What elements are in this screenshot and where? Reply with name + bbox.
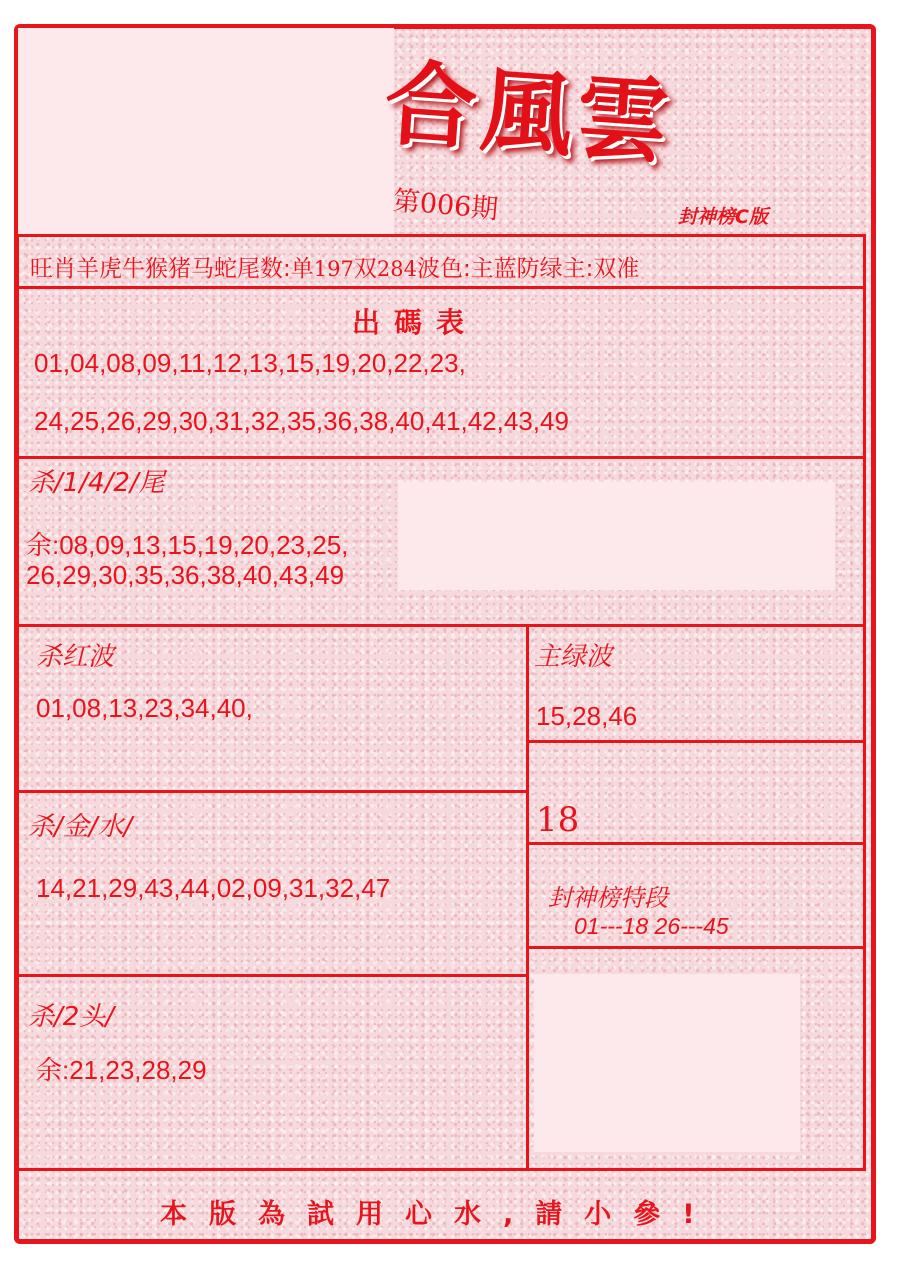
tail-kill-line-1: 余:08,09,13,15,19,20,23,25, (26, 530, 349, 560)
green-wave-title: 主绿波 (534, 642, 613, 672)
element-kill-numbers: 14,21,29,43,44,02,09,31,32,47 (36, 873, 391, 903)
header-blank-panel (18, 28, 394, 234)
bottom-right-blank-panel (534, 974, 800, 1152)
issue-number: 第006期 (391, 185, 500, 226)
zodiac-text-b: 双 (353, 256, 377, 282)
special-range-value: 01---18 26---45 (574, 913, 729, 939)
chart-line-2: 24,25,26,29,30,31,32,35,36,38,40,41,42,43,49 (34, 406, 569, 436)
head-kill-numbers: 余:21,23,28,29 (36, 1055, 207, 1085)
red-wave-title: 杀红波 (36, 642, 115, 672)
red-wave-numbers: 01,08,13,23,34,40, (36, 693, 253, 723)
divider (529, 946, 866, 949)
divider (529, 842, 866, 845)
divider (19, 234, 866, 237)
divider (19, 974, 529, 977)
tail-kill-line-2: 26,29,30,35,36,38,40,43,49 (26, 560, 345, 590)
head-kill-title: 杀/2头/ (28, 1002, 115, 1032)
divider (19, 456, 866, 459)
tail-kill-title: 杀/1/4/2/尾 (28, 468, 165, 498)
element-kill-title: 杀/金/水/ (28, 812, 133, 842)
odd-tail-numbers: 197 (313, 257, 354, 281)
even-tail-numbers: 284 (376, 257, 417, 281)
single-pick-value: 18 (536, 800, 580, 840)
divider (19, 624, 866, 627)
edition-label: 封神榜C版 (678, 206, 768, 228)
chart-line-1: 01,04,08,09,11,12,13,15,19,20,22,23, (34, 348, 466, 378)
chart-heading: 出碼表 (352, 306, 479, 339)
zodiac-text-a: 旺肖羊虎牛猴猪马蛇尾数:单 (30, 256, 314, 282)
frame-right (863, 234, 866, 1170)
column-divider (526, 624, 529, 1170)
divider (19, 286, 866, 289)
divider (529, 740, 866, 743)
page-title: 合風雲 (381, 48, 676, 177)
divider (19, 790, 529, 793)
footer-note: 本版為試用心水,請小參! (160, 1199, 717, 1230)
zodiac-line (30, 250, 639, 283)
divider (19, 1168, 866, 1171)
green-wave-numbers: 15,28,46 (536, 701, 638, 731)
tail-blank-panel (398, 482, 835, 590)
special-range-title: 封神榜特段 (548, 884, 668, 912)
zodiac-text-c: 波色:主蓝防绿主:双准 (416, 256, 640, 282)
